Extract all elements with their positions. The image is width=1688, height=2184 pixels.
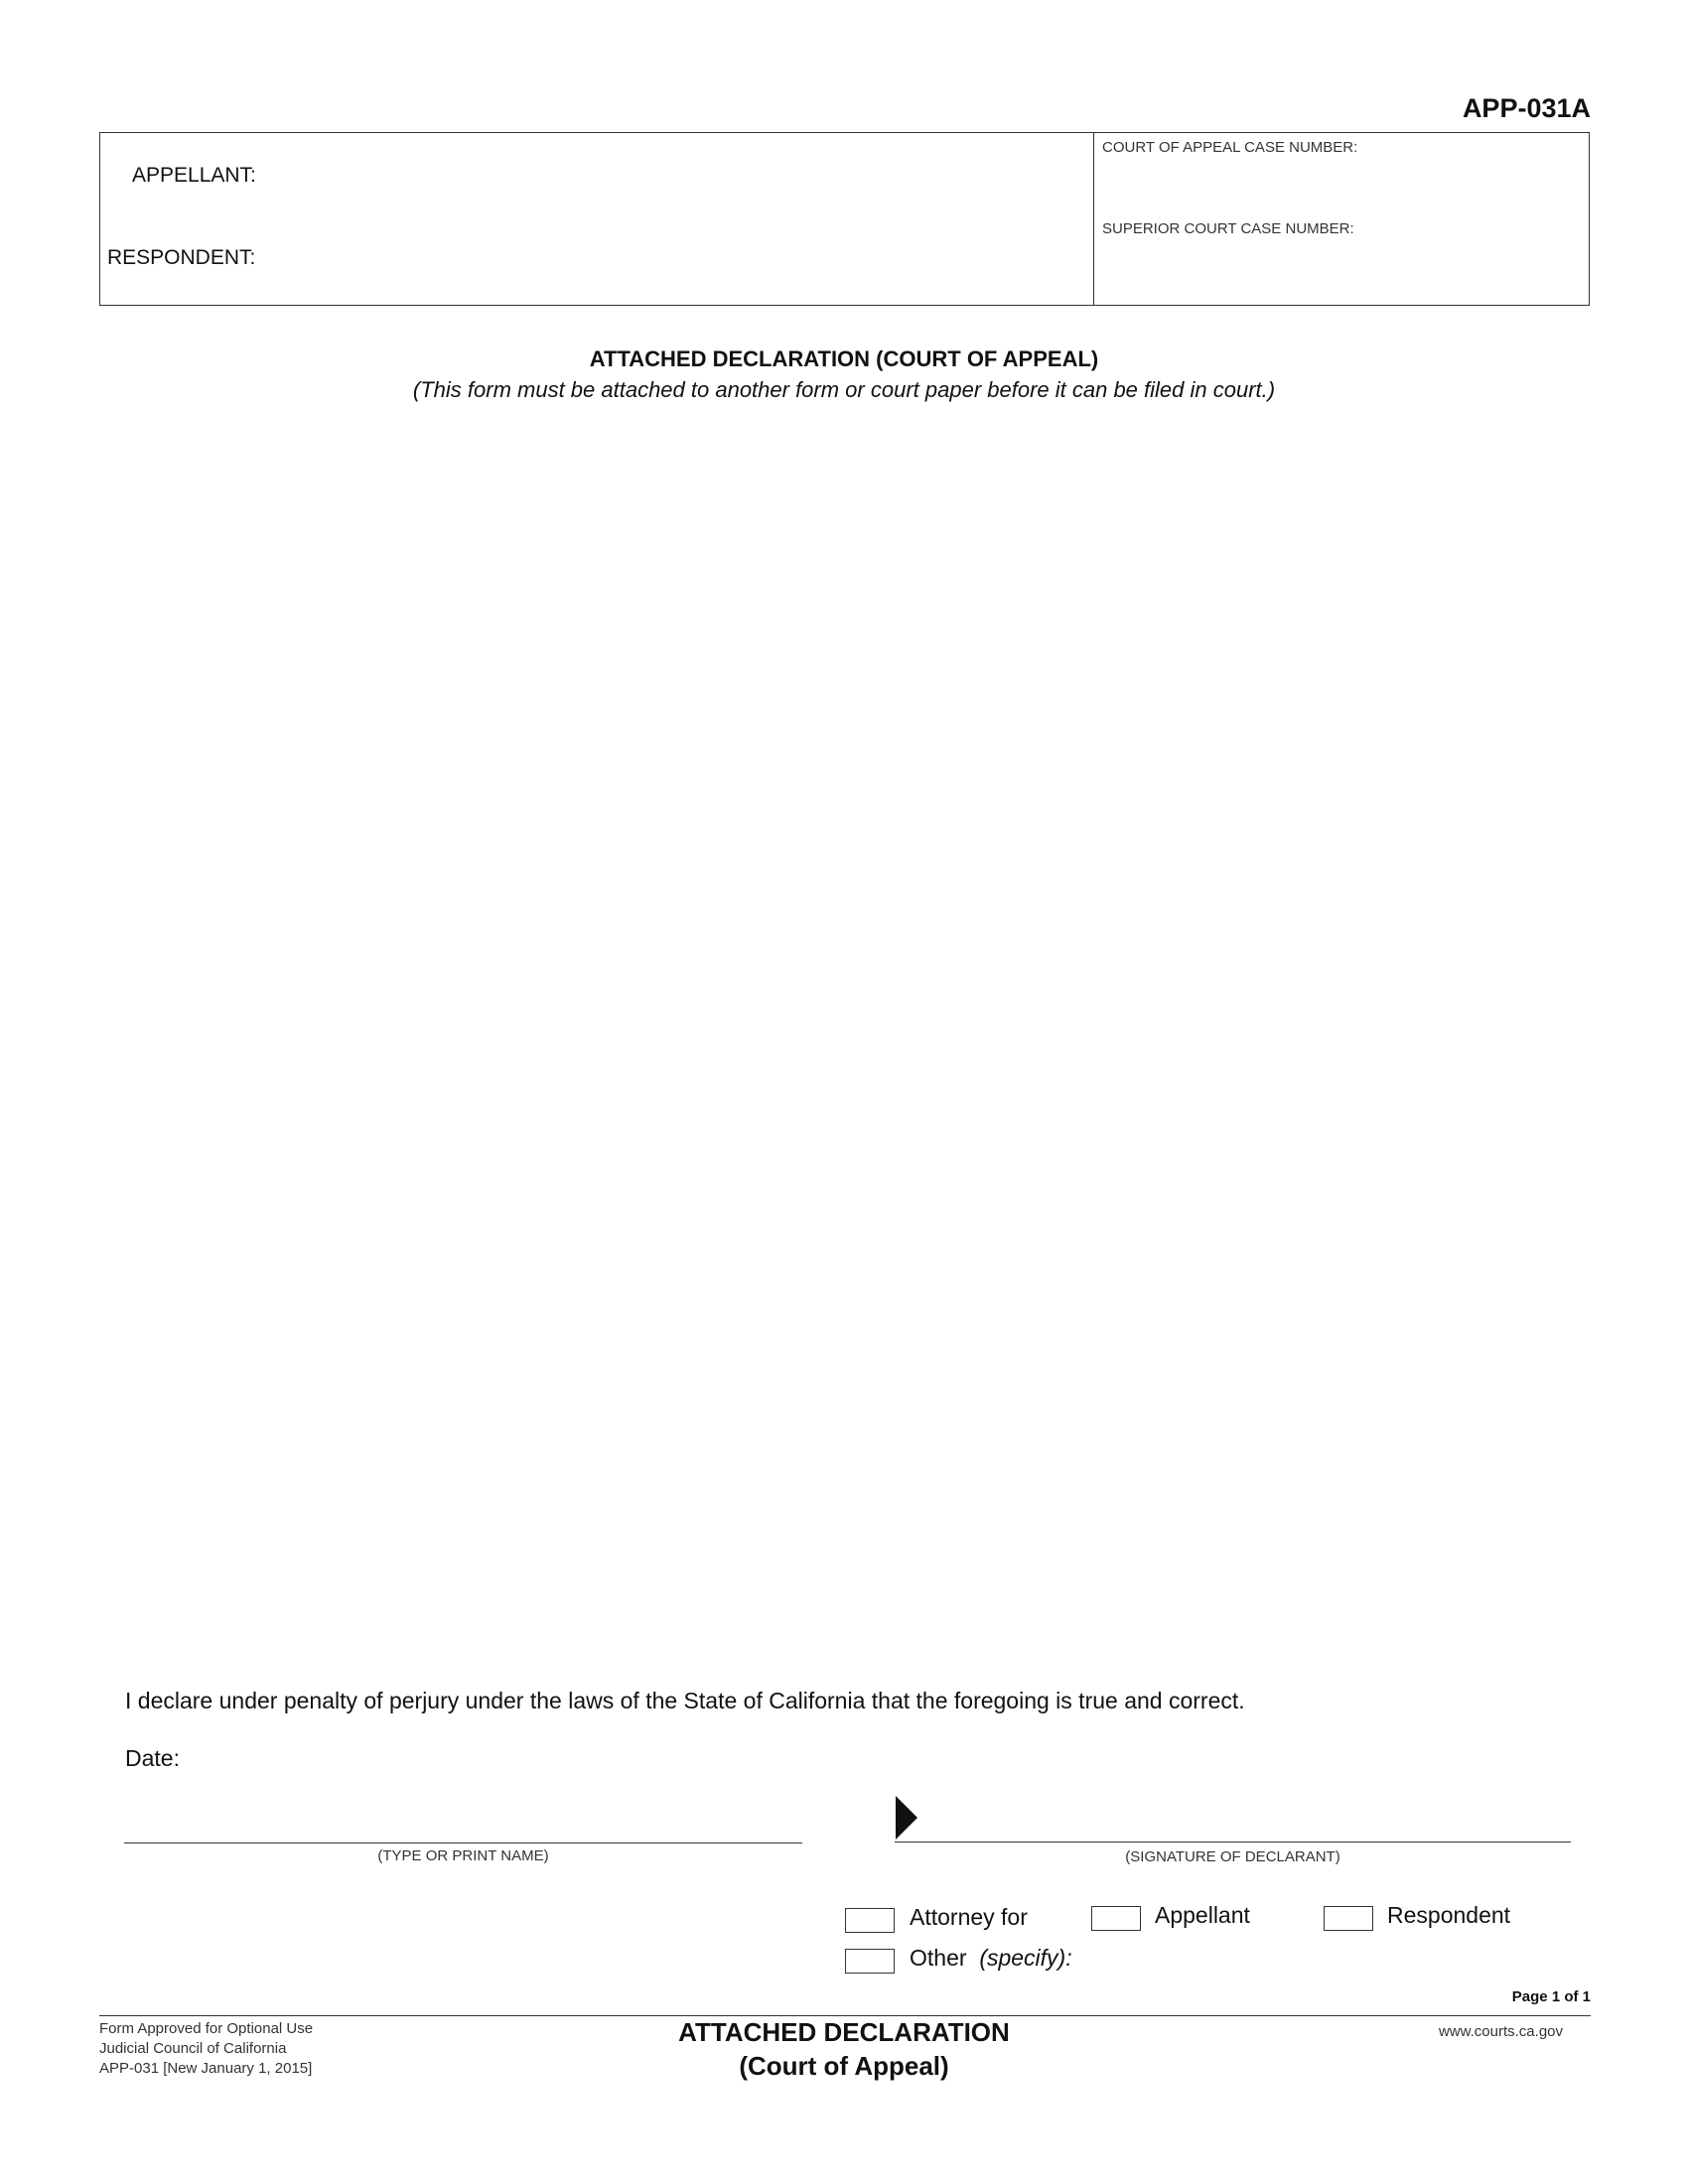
respondent-label: RESPONDENT: — [107, 246, 256, 269]
attorney-for-label: Attorney for — [910, 1904, 1028, 1930]
other-text: Other — [910, 1945, 967, 1971]
form-number: APP-031A — [1462, 93, 1591, 123]
footer-title: ATTACHED DECLARATION — [678, 2017, 1010, 2047]
appellant-label: APPELLANT: — [132, 164, 256, 187]
footer-rule — [99, 2015, 1591, 2016]
respondent-checkbox[interactable] — [1324, 1906, 1373, 1931]
declaration-statement: I declare under penalty of perjury under the laws of the State of California that the foregoing is true and correct. — [125, 1688, 1245, 1713]
respondent-label-option: Respondent — [1387, 1902, 1511, 1928]
signature-label: (SIGNATURE OF DECLARANT) — [1125, 1848, 1340, 1865]
appellant-label-option: Appellant — [1155, 1902, 1250, 1928]
caption-divider — [1093, 132, 1094, 306]
appellant-checkbox[interactable] — [1091, 1906, 1141, 1931]
page-number: Page 1 of 1 — [1511, 1988, 1591, 2005]
print-name-label: (TYPE OR PRINT NAME) — [377, 1847, 549, 1864]
date-label: Date: — [125, 1745, 180, 1771]
court-of-appeal-case-number-label: COURT OF APPEAL CASE NUMBER: — [1102, 139, 1358, 156]
footer-revision: APP-031 [New January 1, 2015] — [99, 2060, 313, 2077]
footer-council: Judicial Council of California — [99, 2040, 287, 2057]
form-title: ATTACHED DECLARATION (COURT OF APPEAL) — [589, 346, 1099, 371]
footer-subtitle: (Court of Appeal) — [739, 2051, 949, 2081]
specify-text: (specify): — [979, 1945, 1072, 1971]
other-label — [910, 1945, 1072, 1972]
other-checkbox[interactable] — [845, 1949, 895, 1974]
footer-approved: Form Approved for Optional Use — [99, 2020, 314, 2037]
case-caption-box — [99, 132, 1590, 306]
signature-line[interactable] — [895, 1842, 1571, 1843]
attorney-for-checkbox[interactable] — [845, 1908, 895, 1933]
form-subtitle: (This form must be attached to another form or court paper before it can be filed in court.) — [412, 377, 1276, 402]
footer-website[interactable]: www.courts.ca.gov — [1438, 2023, 1563, 2040]
superior-court-case-number-label: SUPERIOR COURT CASE NUMBER: — [1102, 220, 1354, 237]
signature-arrow-icon — [896, 1796, 917, 1840]
